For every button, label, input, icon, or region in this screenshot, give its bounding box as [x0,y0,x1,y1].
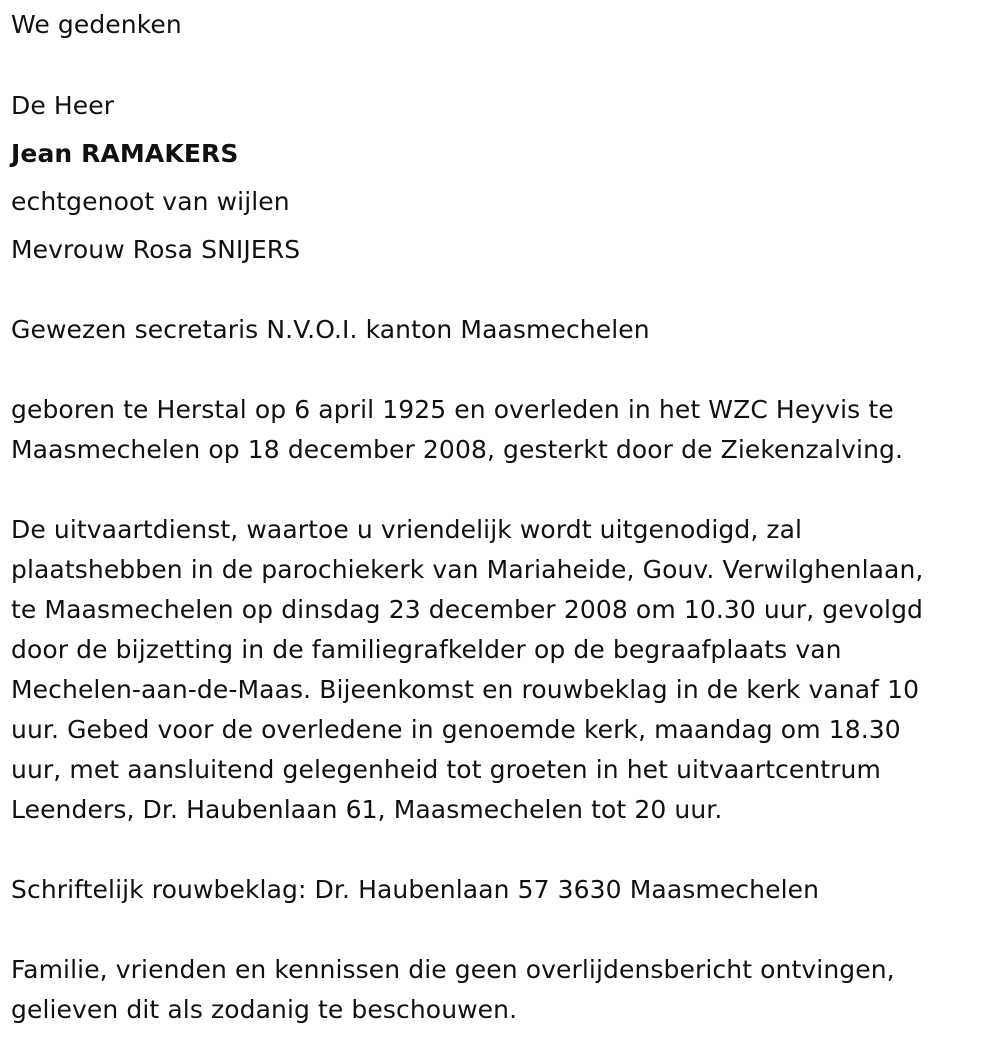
salutation: De Heer [11,91,115,120]
paragraph-line: Maasmechelen op 18 december 2008, gesterkt door de Ziekenzalving. [11,435,904,464]
spouse-name: Mevrouw Rosa SNIJERS [11,235,301,264]
closing-paragraph [11,950,986,1030]
paragraph-line: Familie, vrienden en kennissen die geen overlijdensbericht ontvingen, [11,955,895,984]
paragraph-line: door de bijzetting in de familiegrafkelder op de begraafplaats van [11,635,842,664]
paragraph-line: geboren te Herstal op 6 april 1925 en overleden in het WZC Heyvis te [11,395,894,424]
paragraph-line: uur. Gebed voor de overledene in genoemde kerk, maandag om 18.30 [11,715,901,744]
former-function: Gewezen secretaris N.V.O.I. kanton Maasmechelen [11,315,650,344]
deceased-name: Jean RAMAKERS [11,139,239,168]
intro-text: We gedenken [11,10,182,39]
paragraph-line: te Maasmechelen op dinsdag 23 december 2008 om 10.30 uur, gevolgd [11,595,924,624]
funeral-paragraph [11,510,986,830]
relation-text: echtgenoot van wijlen [11,187,290,216]
paragraph-line: Mechelen-aan-de-Maas. Bijeenkomst en rouwbeklag in de kerk vanaf 10 [11,675,920,704]
condolence-address: Schriftelijk rouwbeklag: Dr. Haubenlaan 57 3630 Maasmechelen [11,875,820,904]
paragraph-line: gelieven dit als zodanig te beschouwen. [11,995,518,1024]
paragraph-line: uur, met aansluitend gelegenheid tot groeten in het uitvaartcentrum [11,755,881,784]
paragraph-line: Leenders, Dr. Haubenlaan 61, Maasmechelen tot 20 uur. [11,795,723,824]
paragraph-line: plaatshebben in de parochiekerk van Mariaheide, Gouv. Verwilghenlaan, [11,555,924,584]
birth-death-paragraph [11,390,986,470]
paragraph-line: De uitvaartdienst, waartoe u vriendelijk wordt uitgenodigd, zal [11,515,803,544]
